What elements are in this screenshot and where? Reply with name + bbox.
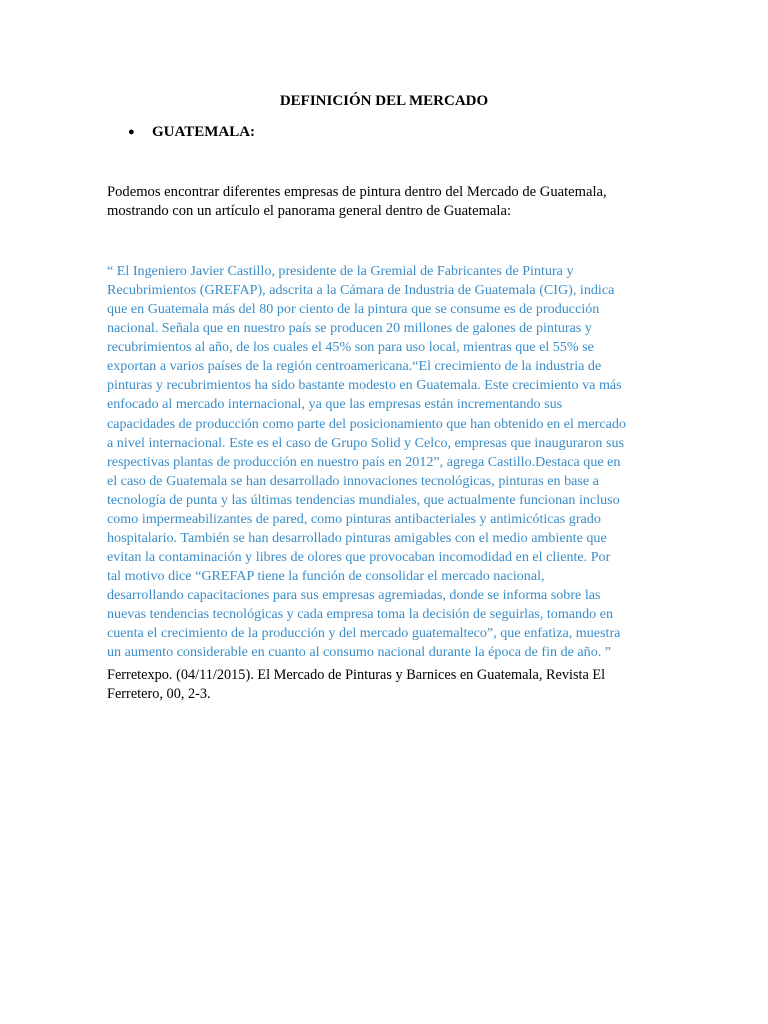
- quote-line: hospitalario. También se han desarrollado pinturas amigables con el medio ambiente que: [107, 529, 607, 546]
- quote-line: exportan a varios países de la región centroamericana.“El crecimiento de la industria de: [107, 358, 602, 375]
- quote-line: recubrimientos al año, de los cuales el 45% son para uso local, mientras que el 55% se: [107, 339, 594, 356]
- quote-line: el caso de Guatemala se han desarrollado innovaciones tecnológicas, pinturas en base a: [107, 472, 599, 489]
- quote-line: Recubrimientos (GREFAP), adscrita a la Cámara de Industria de Guatemala (CIG), indica: [107, 282, 615, 299]
- quote-line: capacidades de producción como parte del posicionamiento que han obtenido en el mercado: [107, 415, 626, 432]
- bullet-list-item: [128, 123, 255, 142]
- quote-line: respectivas plantas de producción en nuestro país en 2012”, agrega Castillo.Destaca que en: [107, 453, 621, 470]
- quote-line: evitan la contaminación y libres de olores que provocaban incomodidad en el cliente. Por: [107, 548, 611, 565]
- quote-line: enfocado al mercado internacional, ya que las empresas están incrementando sus: [107, 396, 563, 413]
- quote-line: pinturas y recubrimientos ha sido bastante modesto en Guatemala. Este crecimiento va más: [107, 377, 622, 394]
- intro-line: Podemos encontrar diferentes empresas de pintura dentro del Mercado de Guatemala,: [107, 184, 607, 200]
- quote-line: como impermeabilizantes de pared, como pinturas antibacteriales y antimicóticas grado: [107, 510, 601, 527]
- quote-line: que en Guatemala más del 80 por ciento de la pintura que se consume es de producción: [107, 301, 600, 318]
- quote-line: nuevas tendencias tecnológicas y cada empresa toma la decisión de seguirlas, tomando en: [107, 606, 614, 623]
- quote-line: tal motivo dice “GREFAP tiene la función de consolidar el mercado nacional,: [107, 568, 545, 584]
- section-heading: GUATEMALA:: [152, 124, 256, 140]
- citation-line: Ferretero, 00, 2-3.: [107, 686, 211, 702]
- quote-line: un aumento considerable en cuanto al consumo nacional durante la época de fin de año. ”: [107, 644, 612, 661]
- citation-line: Ferretexpo. (04/11/2015). El Mercado de Pinturas y Barnices en Guatemala, Revista El: [107, 667, 606, 683]
- intro-line: mostrando con un artículo el panorama general dentro de Guatemala:: [107, 203, 512, 219]
- quote-line: a nivel internacional. Este es el caso de Grupo Solid y Celco, empresas que inauguraron sus: [107, 434, 625, 451]
- quoted-article: [107, 262, 672, 662]
- quote-line: nacional. Señala que en nuestro país se producen 20 millones de galones de pinturas y: [107, 320, 592, 337]
- document-title: DEFINICIÓN DEL MERCADO: [279, 93, 489, 109]
- quote-line: desarrollando capacitaciones para sus empresas agremiadas, donde se informa sobre las: [107, 587, 601, 604]
- intro-paragraph: [107, 183, 667, 221]
- quote-line: “ El Ingeniero Javier Castillo, presidente de la Gremial de Fabricantes de Pintura y: [107, 263, 574, 279]
- bullet-icon: ●: [128, 126, 135, 138]
- quote-line: tecnología de punta y las últimas tendencias mundiales, que actualmente funcionan incluso: [107, 491, 620, 508]
- quote-line: cuenta el crecimiento de la producción y del mercado guatemalteco”, que enfatiza, muestra: [107, 625, 621, 642]
- citation: [107, 666, 667, 704]
